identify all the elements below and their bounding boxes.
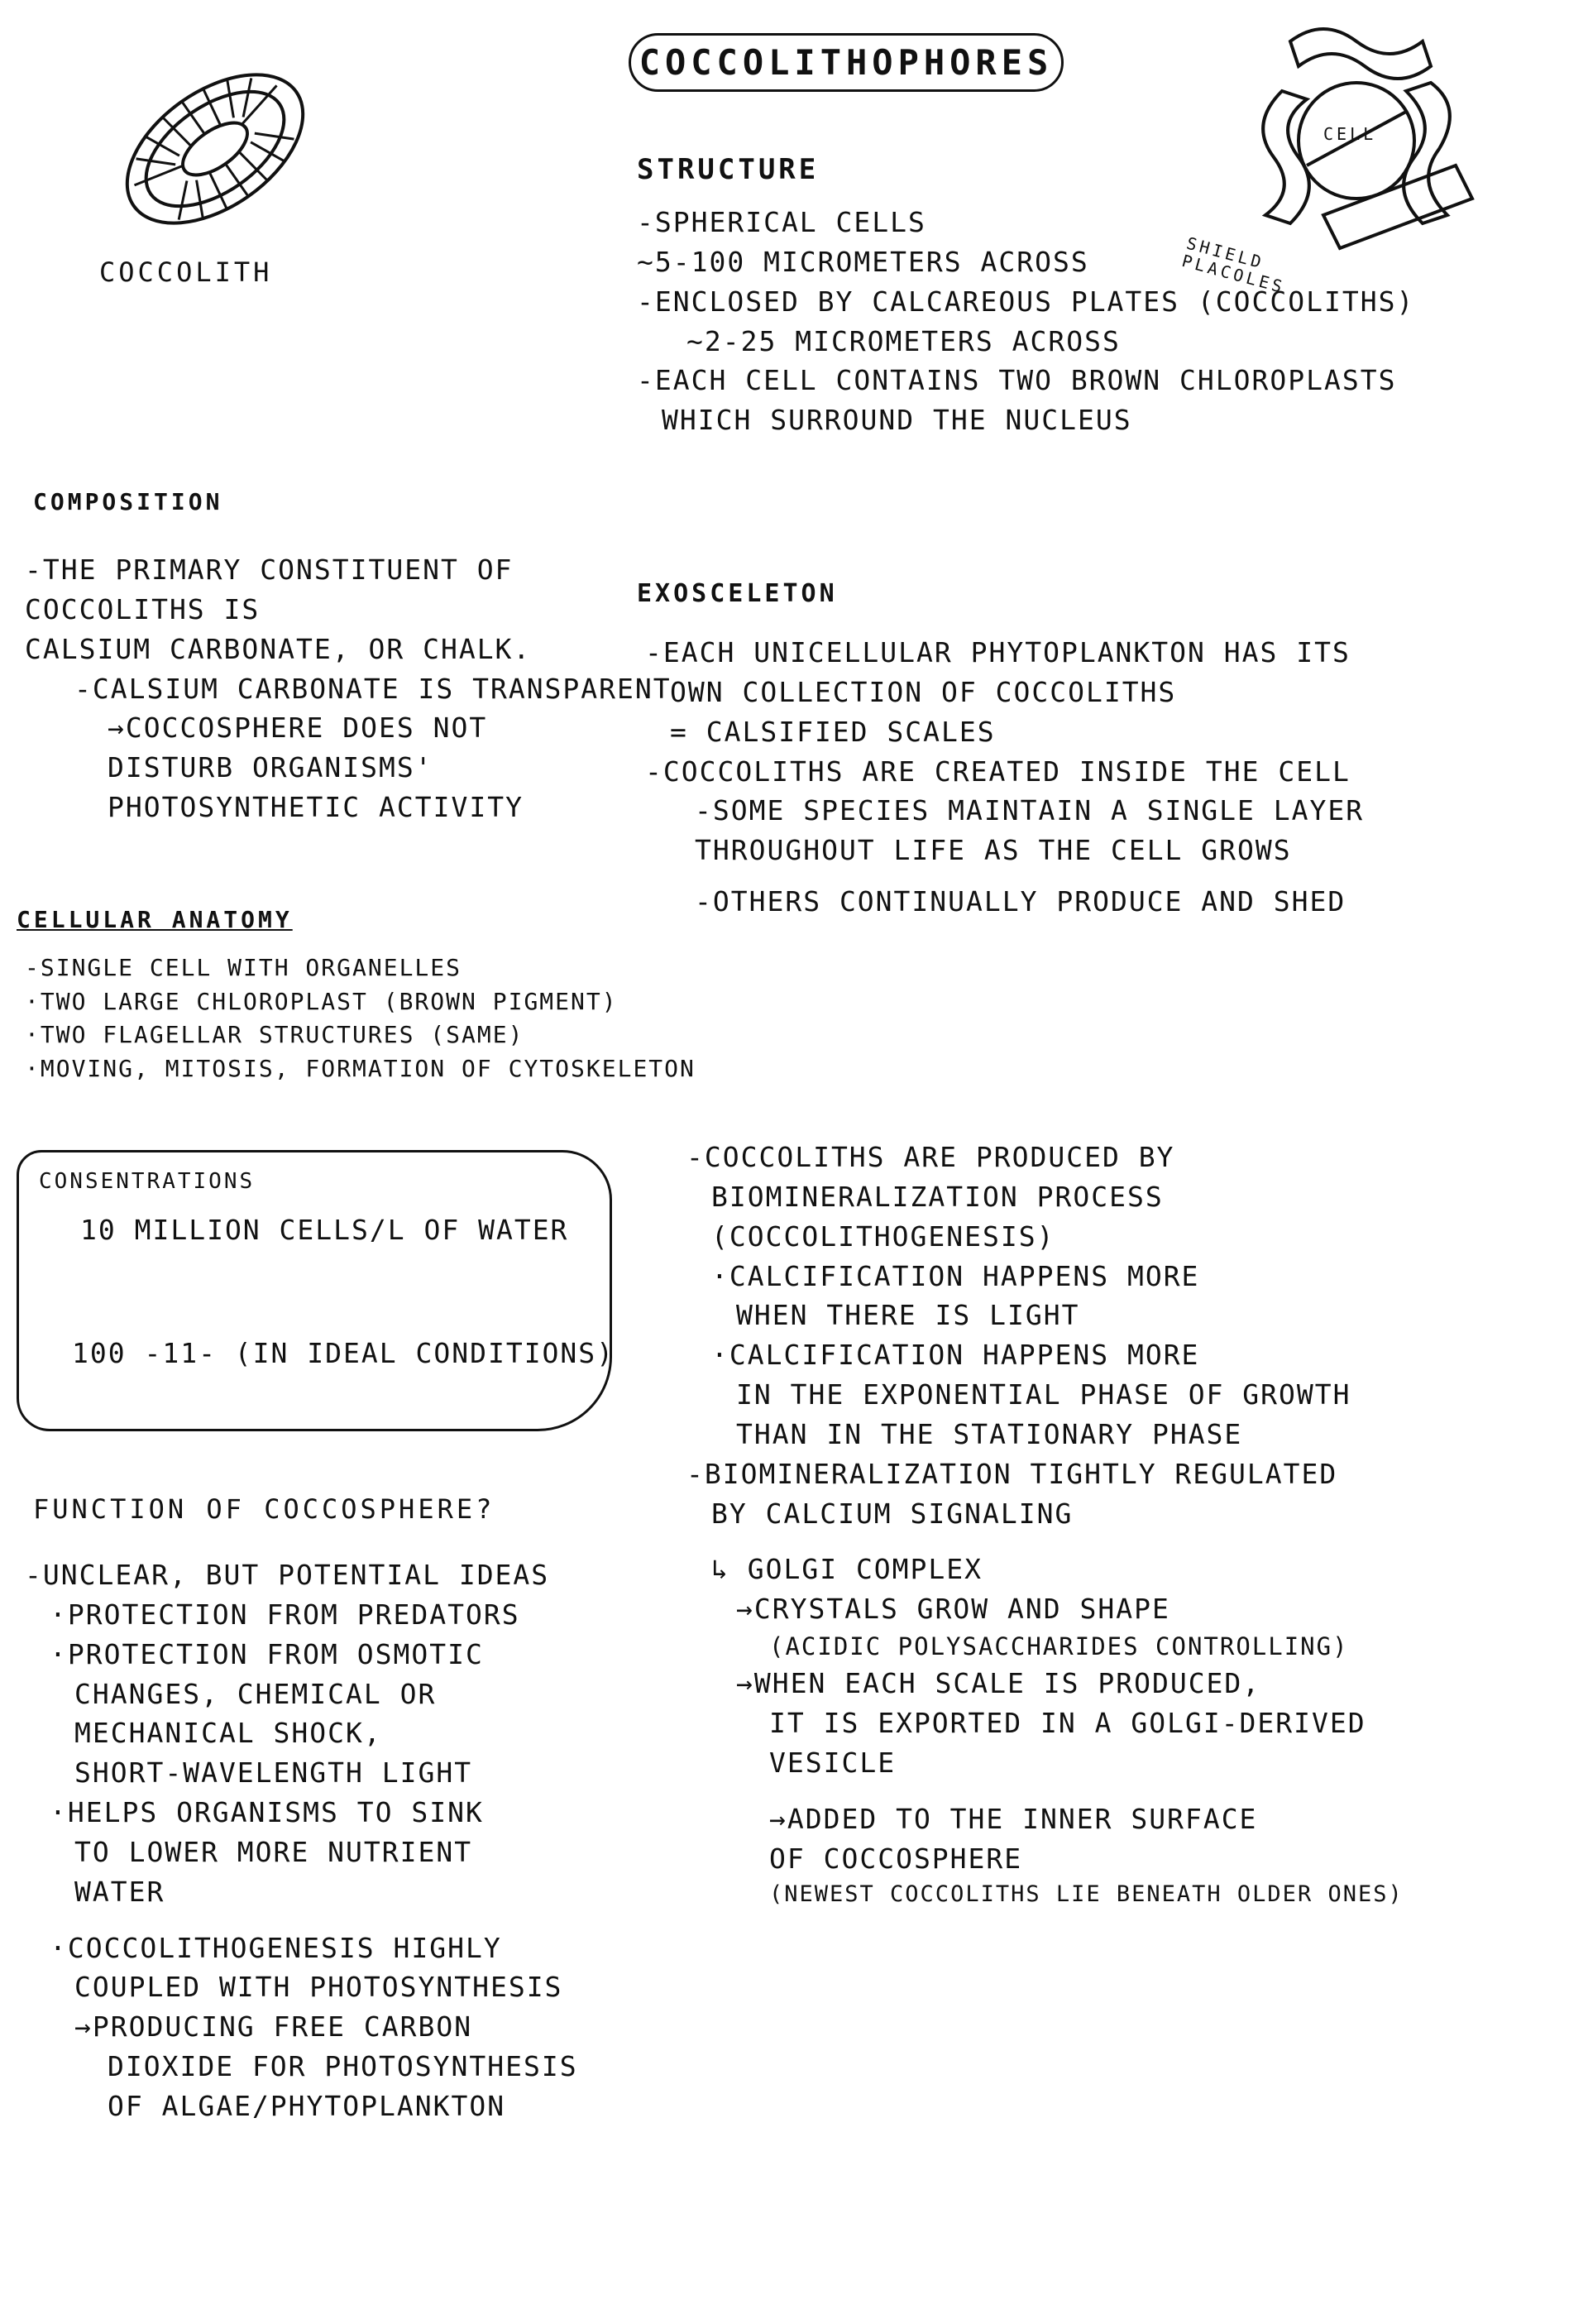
list-item: CALSIUM CARBONATE, OR CHALK.: [25, 632, 532, 665]
cell-label: CELL: [1323, 124, 1377, 144]
list-item: DISTURB ORGANISMS': [108, 751, 433, 784]
list-item: VESICLE: [769, 1746, 897, 1779]
list-item: ·TWO LARGE CHLOROPLAST (BROWN PIGMENT): [25, 987, 618, 1015]
list-item: -UNCLEAR, BUT POTENTIAL IDEAS: [25, 1559, 550, 1591]
list-item: -THE PRIMARY CONSTITUENT OF: [25, 553, 514, 586]
list-item: CHANGES, CHEMICAL OR: [74, 1677, 437, 1710]
list-item: ~2-25 MICROMETERS ACROSS: [686, 324, 1121, 357]
shield-label: SHIELD PLACOLES: [1179, 232, 1288, 298]
coccolith-label: COCCOLITH: [99, 256, 273, 288]
list-item: COCCOLITHS IS: [25, 592, 261, 625]
list-item: WATER: [74, 1875, 165, 1908]
list-item: -CALSIUM CARBONATE IS TRANSPARENT: [74, 672, 672, 705]
list-item: THAN IN THE STATIONARY PHASE: [736, 1417, 1243, 1450]
list-item: (COCCOLITHOGENESIS): [711, 1220, 1055, 1253]
list-item: ↳ GOLGI COMPLEX: [711, 1553, 983, 1586]
list-item: →PRODUCING FREE CARBON: [74, 2010, 473, 2044]
list-item: ·PROTECTION FROM PREDATORS: [50, 1598, 520, 1631]
biomineralization-list: [686, 1138, 1404, 1911]
list-item: ·PROTECTION FROM OSMOTIC: [50, 1637, 484, 1670]
list-item: THROUGHOUT LIFE AS THE CELL GROWS: [695, 834, 1292, 867]
cellular-anatomy-list: [25, 951, 696, 1085]
concentrations-heading: CONSENTRATIONS: [39, 1169, 256, 1194]
list-item: OF COCCOSPHERE: [769, 1842, 1023, 1875]
list-item: IT IS EXPORTED IN A GOLGI-DERIVED: [769, 1707, 1366, 1740]
list-item: -EACH UNICELLULAR PHYTOPLANKTON HAS ITS: [645, 636, 1351, 668]
list-item: 100 -11- (IN IDEAL CONDITIONS): [72, 1337, 615, 1369]
list-item: -COCCOLITHS ARE CREATED INSIDE THE CELL: [645, 755, 1351, 788]
list-item: ·CALCIFICATION HAPPENS MORE: [711, 1259, 1200, 1292]
list-item: ·MOVING, MITOSIS, FORMATION OF CYTOSKELETON: [25, 1054, 696, 1082]
exoskeleton-heading: EXOSCELETON: [637, 579, 838, 608]
list-item: MECHANICAL SHOCK,: [74, 1717, 382, 1750]
function-list: [25, 1555, 578, 2126]
list-item: →ADDED TO THE INNER SURFACE: [769, 1802, 1258, 1835]
concentrations-box: [17, 1150, 615, 1431]
exoskeleton-list: [645, 633, 1364, 922]
list-item: IN THE EXPONENTIAL PHASE OF GROWTH: [736, 1378, 1351, 1411]
composition-heading: COMPOSITION: [33, 488, 223, 515]
list-item: 10 MILLION CELLS/L OF WATER: [80, 1214, 569, 1246]
list-item: OWN COLLECTION OF COCCOLITHS: [670, 675, 1177, 708]
structure-heading: STRUCTURE: [637, 153, 820, 186]
list-item: -ENCLOSED BY CALCAREOUS PLATES (COCCOLITHS): [637, 285, 1415, 318]
list-item: →COCCOSPHERE DOES NOT: [108, 712, 488, 745]
list-item: DIOXIDE FOR PHOTOSYNTHESIS: [108, 2050, 578, 2083]
list-item: -SOME SPECIES MAINTAIN A SINGLE LAYER: [695, 794, 1365, 827]
list-item: →WHEN EACH SCALE IS PRODUCED,: [736, 1667, 1261, 1700]
list-item: -SINGLE CELL WITH ORGANELLES: [25, 954, 462, 981]
structure-list: [637, 203, 1414, 440]
list-item: ·COCCOLITHOGENESIS HIGHLY: [50, 1931, 502, 1964]
list-item: -EACH CELL CONTAINS TWO BROWN CHLOROPLASTS: [637, 364, 1397, 397]
list-item: COUPLED WITH PHOTOSYNTHESIS: [74, 1971, 563, 2004]
list-item: ~5-100 MICROMETERS ACROSS: [637, 245, 1089, 278]
list-item: -SPHERICAL CELLS: [637, 206, 926, 238]
list-item: -COCCOLITHS ARE PRODUCED BY: [686, 1141, 1175, 1173]
list-item: WHEN THERE IS LIGHT: [736, 1299, 1080, 1332]
composition-list: [25, 550, 672, 827]
list-item: BY CALCIUM SIGNALING: [711, 1497, 1074, 1530]
list-item: PHOTOSYNTHETIC ACTIVITY: [108, 791, 524, 824]
function-heading: FUNCTION OF COCCOSPHERE?: [33, 1493, 495, 1525]
list-item: (ACIDIC POLYSACCHARIDES CONTROLLING): [769, 1632, 1349, 1661]
cellular-anatomy-heading: CELLULAR ANATOMY: [17, 906, 293, 933]
list-item: TO LOWER MORE NUTRIENT: [74, 1835, 473, 1868]
coccolith-drawing: [108, 58, 323, 240]
list-item: -BIOMINERALIZATION TIGHTLY REGULATED: [686, 1457, 1338, 1490]
list-item: ·TWO FLAGELLAR STRUCTURES (SAME): [25, 1021, 524, 1049]
list-item: →CRYSTALS GROW AND SHAPE: [736, 1593, 1170, 1626]
list-item: BIOMINERALIZATION PROCESS: [711, 1180, 1164, 1213]
list-item: = CALSIFIED SCALES: [670, 715, 996, 748]
list-item: -OTHERS CONTINUALLY PRODUCE AND SHED: [695, 885, 1346, 918]
list-item: ·HELPS ORGANISMS TO SINK: [50, 1796, 484, 1829]
list-item: ·CALCIFICATION HAPPENS MORE: [711, 1339, 1200, 1372]
list-item: OF ALGAE/PHYTOPLANKTON: [108, 2089, 506, 2122]
page-title: COCCOLITHOPHORES: [629, 33, 1064, 92]
list-item: (NEWEST COCCOLITHS LIE BENEATH OLDER ONES): [769, 1881, 1404, 1908]
list-item: WHICH SURROUND THE NUCLEUS: [662, 404, 1132, 437]
list-item: SHORT-WAVELENGTH LIGHT: [74, 1756, 473, 1790]
